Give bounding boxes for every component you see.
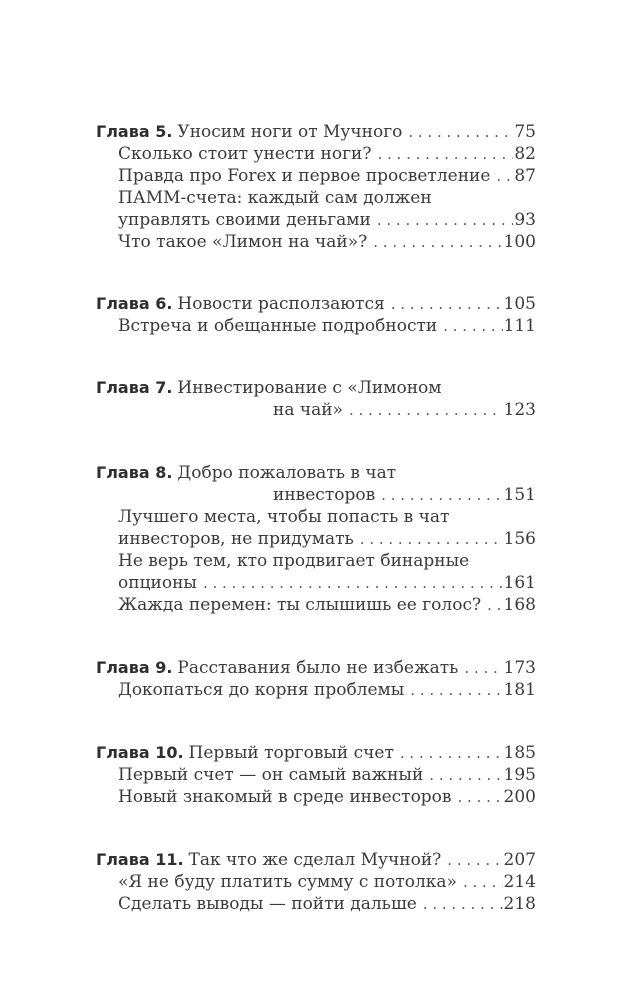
page-number: 100 [503,232,536,252]
leader-dots [360,528,503,550]
page-number: 105 [503,294,536,314]
page-number: 82 [514,144,536,164]
chapter-title: на чай» [273,400,343,420]
leader-dots [410,679,502,701]
chapter-label: Глава 10. [96,743,184,762]
chapter-title-line1: Инвестирование с «Лимоном [177,378,442,398]
chapter-label: Глава 11. [96,850,184,869]
section-title: Новый знакомый в среде инвесторов [118,787,452,807]
page-number: 173 [503,658,536,678]
section-title: Что такое «Лимон на чай»? [118,232,368,252]
chapter-title-line1: Добро пожаловать в чат [177,463,397,483]
section-title: Сколько стоит унести ноги? [118,144,372,164]
chapter-label: Глава 6. [96,294,173,313]
toc-section-line1[interactable] [118,550,536,572]
leader-dots [458,786,503,808]
section-title: Докопаться до корня проблемы [118,680,405,700]
toc-section-line1[interactable] [118,506,536,528]
toc-section[interactable] [118,209,536,231]
page-number: 93 [514,210,536,230]
leader-dots [373,231,502,253]
section-title-line1: Лучшего места, чтобы попасть в чат [118,507,450,527]
toc-section[interactable] [118,143,536,165]
leader-dots [443,315,502,337]
toc-section[interactable] [118,594,536,616]
section-title: «Я не буду платить сумму с потолка» [118,872,457,892]
page-number: 218 [503,894,536,914]
leader-dots [487,594,502,616]
leader-dots [400,742,503,764]
toc-section[interactable] [118,764,536,786]
leader-dots [464,657,502,679]
toc-section[interactable] [118,871,536,893]
page-number: 207 [503,850,536,870]
toc-section[interactable] [118,231,536,253]
toc-section[interactable] [118,315,536,337]
chapter-label: Глава 5. [96,122,173,141]
page-number: 75 [514,122,536,142]
toc-chapter-11[interactable] [96,849,536,871]
leader-dots [408,121,513,143]
toc-section[interactable] [118,786,536,808]
chapter-title: Расставания было не избежать [177,658,459,678]
chapter-title: Уносим ноги от Мучного [177,122,403,142]
page-number: 168 [503,595,536,615]
leader-dots [447,849,502,871]
page-number: 151 [503,485,536,505]
chapter-title: Так что же сделал Мучной? [188,850,442,870]
toc-chapter-8-line1[interactable] [96,462,536,484]
toc-section[interactable] [118,893,536,915]
section-title: Встреча и обещанные подробности [118,316,438,336]
toc-chapter-5[interactable] [96,121,536,143]
leader-dots [377,209,514,231]
page-number: 185 [503,743,536,763]
page-number: 111 [503,316,536,336]
chapter-label: Глава 7. [96,378,173,397]
section-title: Первый счет — он самый важный [118,765,424,785]
toc-chapter-10[interactable] [96,742,536,764]
toc-section[interactable] [118,528,536,550]
leader-dots [391,293,503,315]
chapter-label: Глава 8. [96,463,173,482]
toc-section-line1[interactable] [118,187,536,209]
page-number: 181 [503,680,536,700]
chapter-label: Глава 9. [96,658,173,677]
leader-dots [377,143,513,165]
chapter-title: Новости расползаются [177,294,385,314]
leader-dots [203,572,503,594]
leader-dots [349,399,503,421]
toc-section[interactable] [118,165,536,187]
leader-dots [496,165,513,187]
toc-chapter-8[interactable] [273,484,536,506]
toc-section[interactable] [118,572,536,594]
leader-dots [463,871,503,893]
section-title: опционы [118,573,197,593]
page-number: 214 [503,872,536,892]
chapter-title: инвесторов [273,485,376,505]
page-number: 123 [503,400,536,420]
leader-dots [423,893,503,915]
toc-chapter-7-line1[interactable] [96,377,536,399]
section-title-line1: Не верь тем, кто продвигает бинарные [118,551,470,571]
section-title: управлять своими деньгами [118,210,371,230]
page-number: 200 [503,787,536,807]
page-number: 195 [503,765,536,785]
section-title-line1: ПАММ-счета: каждый сам должен [118,188,432,208]
section-title: Жажда перемен: ты слышишь ее голос? [118,595,482,615]
leader-dots [381,484,502,506]
toc-chapter-9[interactable] [96,657,536,679]
section-title: инвесторов, не придумать [118,529,354,549]
toc-chapter-7[interactable] [273,399,536,421]
page-number: 87 [514,166,536,186]
section-title: Сделать выводы — пойти дальше [118,894,417,914]
toc-section[interactable] [118,679,536,701]
page-number: 156 [503,529,536,549]
page-number: 161 [503,573,536,593]
toc-chapter-6[interactable] [96,293,536,315]
leader-dots [429,764,502,786]
section-title: Правда про Forex и первое просветление [118,166,491,186]
chapter-title: Первый торговый счет [188,743,394,763]
